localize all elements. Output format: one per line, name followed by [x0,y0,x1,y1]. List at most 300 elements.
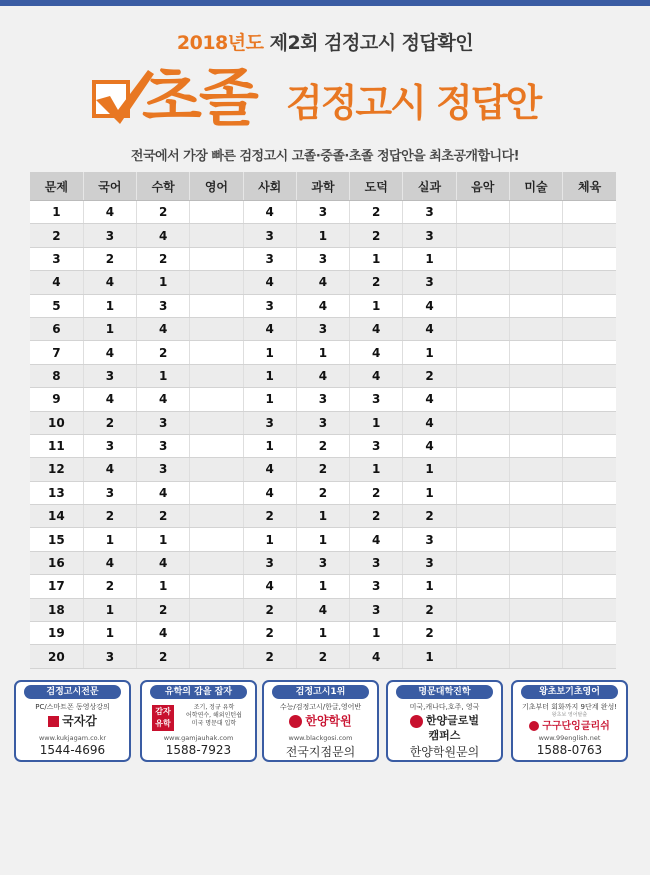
table-row [30,505,616,528]
answer-cell [563,364,616,387]
column-header: 체육 [563,172,616,201]
ad-logo-box-text: 감자 유학 [155,707,171,728]
ad-logo [388,712,501,728]
answer-cell: 2 [350,224,403,247]
answer-cell: 1 [403,458,456,481]
question-number-cell: 11 [30,434,83,457]
ad-logo-text: 한양학원 [305,714,352,728]
answer-cell [563,645,616,668]
ad-gamjauhak[interactable] [140,680,257,762]
question-number-cell: 6 [30,317,83,340]
answer-cell: 2 [403,598,456,621]
hanyang-global-logo-icon [410,715,423,728]
answer-cell [456,364,509,387]
ad-logo [513,717,626,732]
column-header: 과학 [296,172,349,201]
question-number-cell: 16 [30,551,83,574]
question-number-cell: 2 [30,224,83,247]
answer-cell: 1 [296,575,349,598]
answer-cell: 4 [83,551,136,574]
answer-cell: 2 [296,481,349,504]
answer-cell [190,388,243,411]
answer-cell: 4 [296,598,349,621]
ad-url[interactable]: www.gamjauhak.com [163,734,234,742]
answer-cell [563,247,616,270]
answer-cell: 3 [83,224,136,247]
answer-cell: 2 [243,622,296,645]
answer-cell: 1 [243,388,296,411]
ad-line: 조기, 정규 유학 [193,704,235,711]
hanyang-logo-icon [289,715,302,728]
answer-cell: 3 [137,411,190,434]
answer-cell: 4 [296,294,349,317]
answer-cell: 1 [243,528,296,551]
answer-cell [190,458,243,481]
answer-cell: 3 [296,201,349,224]
answer-cell: 2 [83,505,136,528]
answer-cell: 1 [243,341,296,364]
answer-cell: 2 [137,598,190,621]
ad-title: 검정고시전문 [24,685,121,699]
answer-cell [563,575,616,598]
table-row [30,458,616,481]
ad-phone: 1588-0763 [536,743,603,757]
answer-cell: 3 [296,388,349,411]
answer-cell: 3 [296,411,349,434]
table-row [30,294,616,317]
answer-cell: 1 [83,294,136,317]
table-row [30,645,616,668]
answer-cell: 2 [350,481,403,504]
table-row [30,317,616,340]
ad-title: 명문대학진학 [396,685,493,699]
question-number-cell: 19 [30,622,83,645]
answer-cell [509,645,562,668]
answer-cell: 3 [403,271,456,294]
answer-cell: 3 [243,551,296,574]
answer-cell [456,247,509,270]
top-accent-bar [0,0,650,6]
answer-cell: 2 [83,575,136,598]
answer-cell: 1 [296,224,349,247]
answer-cell [456,458,509,481]
answer-cell: 3 [83,645,136,668]
answer-cell: 3 [243,411,296,434]
answer-cell: 4 [403,294,456,317]
question-number-cell: 17 [30,575,83,598]
ad-logo [16,712,129,729]
answer-cell: 2 [296,434,349,457]
answer-cell [190,294,243,317]
ad-title: 검정고시1위 [272,685,369,699]
answer-cell: 4 [243,575,296,598]
answer-cell [509,598,562,621]
answer-cell [456,317,509,340]
column-header: 국어 [83,172,136,201]
answer-cell [190,505,243,528]
question-number-cell: 9 [30,388,83,411]
answer-cell [190,622,243,645]
answer-cell [563,294,616,317]
ad-logo-text: 구구단잉글리쉬 [542,721,610,732]
answer-cell: 4 [296,364,349,387]
answer-cell: 3 [137,434,190,457]
ad-title: 유학의 감을 잡자 [150,685,247,699]
table-header-row [30,172,616,201]
answer-cell: 4 [243,458,296,481]
answer-cell [563,481,616,504]
answer-cell: 2 [296,458,349,481]
answer-cell: 1 [296,528,349,551]
answer-cell: 4 [137,224,190,247]
answer-cell [509,224,562,247]
answer-cell: 2 [243,505,296,528]
answer-cell: 3 [403,224,456,247]
table-row [30,201,616,224]
kukjagam-logo-icon [48,716,59,727]
ad-phone: 한양학원문의 [409,745,480,759]
answer-cell: 2 [243,645,296,668]
answer-cell [456,645,509,668]
table-row [30,434,616,457]
answer-cell [563,434,616,457]
answer-cell: 3 [350,575,403,598]
answer-cell: 1 [403,575,456,598]
answer-cell [509,341,562,364]
answer-cell [190,201,243,224]
answer-cell [563,271,616,294]
answer-cell [190,341,243,364]
answer-cell: 2 [137,505,190,528]
answer-cell [563,201,616,224]
ad-kukjagam[interactable] [14,680,131,762]
answer-cell: 3 [350,388,403,411]
answer-cell: 3 [137,458,190,481]
answer-cell: 4 [296,271,349,294]
answer-cell [456,528,509,551]
subtitle-rest: 제2회 검정고시 정답확인 [263,32,474,54]
answer-cell: 3 [350,598,403,621]
table-row [30,341,616,364]
answer-cell: 4 [243,317,296,340]
ad-line: 미국 명문대 입학 [191,720,237,727]
table-row [30,575,616,598]
question-number-cell: 1 [30,201,83,224]
answer-cell: 3 [83,364,136,387]
answer-cell: 1 [350,411,403,434]
answer-cell: 3 [296,317,349,340]
answer-cell: 2 [403,622,456,645]
answer-table [30,172,616,669]
answer-cell [509,388,562,411]
table-row [30,622,616,645]
answer-cell: 3 [243,294,296,317]
ad-phone: 1544-4696 [39,743,106,757]
table-row [30,528,616,551]
ad-url[interactable]: www.99english.net [538,734,601,742]
answer-cell [563,411,616,434]
answer-cell [563,388,616,411]
answer-cell [509,622,562,645]
ad-url[interactable]: www.kukjagam.co.kr [38,734,107,742]
answer-cell [509,551,562,574]
question-number-cell: 4 [30,271,83,294]
ad-logo [264,712,377,729]
answer-cell [509,201,562,224]
answer-cell: 2 [83,411,136,434]
answer-cell: 4 [83,341,136,364]
question-number-cell: 14 [30,505,83,528]
answer-cell: 3 [403,551,456,574]
column-header: 문제 [30,172,83,201]
ad-hanyang-global[interactable] [386,680,503,762]
answer-cell: 3 [403,201,456,224]
answer-cell: 1 [83,317,136,340]
answer-cell [190,575,243,598]
answer-cell: 4 [243,481,296,504]
answer-cell: 1 [137,575,190,598]
ad-logo-text: 한양글로벌 [425,714,480,727]
answer-cell: 1 [83,622,136,645]
answer-cell: 2 [403,364,456,387]
answer-cell [190,645,243,668]
answer-cell: 1 [243,434,296,457]
answer-cell [509,364,562,387]
answer-cell [563,317,616,340]
ad-url[interactable]: www.blackgosi.com [288,734,353,742]
question-number-cell: 5 [30,294,83,317]
answer-cell [456,622,509,645]
answer-cell [456,434,509,457]
answer-cell [563,224,616,247]
answer-cell: 4 [137,388,190,411]
answer-cell: 1 [350,247,403,270]
answer-cell: 4 [403,411,456,434]
answer-cell: 3 [83,434,136,457]
answer-cell [456,481,509,504]
question-number-cell: 15 [30,528,83,551]
answer-cell [509,294,562,317]
answer-cell [190,481,243,504]
answer-cell [190,528,243,551]
hero-title [0,60,650,135]
answer-cell: 4 [350,645,403,668]
gamja-logo-icon [152,705,174,731]
answer-cell [509,458,562,481]
question-number-cell: 13 [30,481,83,504]
answer-cell: 1 [403,645,456,668]
subtitle-year: 2018년도 [176,32,264,54]
answer-cell [456,598,509,621]
column-header: 음악 [456,172,509,201]
column-header: 사회 [243,172,296,201]
answer-cell [190,598,243,621]
ad-phone: 전국지점문의 [285,745,356,759]
answer-cell: 4 [137,317,190,340]
answer-cell [190,551,243,574]
answer-cell: 2 [350,201,403,224]
answer-cell [509,434,562,457]
answer-cell [456,271,509,294]
answer-cell: 4 [403,317,456,340]
answer-cell [190,224,243,247]
answer-cell: 3 [83,481,136,504]
question-number-cell: 10 [30,411,83,434]
question-number-cell: 20 [30,645,83,668]
answer-cell: 1 [137,364,190,387]
answer-cell: 1 [350,458,403,481]
answer-cell [456,201,509,224]
question-number-cell: 8 [30,364,83,387]
ad-banner-row [14,680,636,764]
answer-cell: 1 [296,341,349,364]
answer-cell: 4 [83,388,136,411]
answer-cell: 3 [243,224,296,247]
table-row [30,364,616,387]
answer-cell: 3 [137,294,190,317]
table-row [30,411,616,434]
answer-cell: 1 [296,505,349,528]
answer-cell: 1 [137,528,190,551]
column-header: 영어 [190,172,243,201]
ad-logo-second-line: 캠퍼스 [428,729,461,742]
column-header: 미술 [509,172,562,201]
answer-cell [563,341,616,364]
answer-cell: 1 [350,622,403,645]
table-row [30,388,616,411]
column-header: 수학 [137,172,190,201]
column-header: 도덕 [350,172,403,201]
question-number-cell: 18 [30,598,83,621]
answer-cell: 4 [83,271,136,294]
answer-cell: 4 [403,434,456,457]
answer-cell: 3 [243,247,296,270]
answer-cell: 3 [403,528,456,551]
ad-lines [176,704,252,728]
answer-cell [190,364,243,387]
99english-logo-icon [529,721,539,731]
table-row [30,271,616,294]
answer-cell: 4 [243,201,296,224]
answer-cell: 2 [243,598,296,621]
ad-logo-text: 국자감 [62,714,97,728]
answer-cell [563,598,616,621]
ad-desc: PC/스마트폰 동영상강의 [35,703,110,711]
answer-cell [509,317,562,340]
answer-cell: 1 [296,622,349,645]
table-row [30,247,616,270]
answer-cell [563,551,616,574]
ad-title: 왕초보기초영어 [521,685,618,699]
table-row [30,481,616,504]
answer-cell: 2 [350,271,403,294]
answer-cell: 1 [83,598,136,621]
answer-cell: 1 [83,528,136,551]
answer-cell: 3 [350,551,403,574]
ad-hanyang-academy[interactable] [262,680,379,762]
answer-cell: 1 [403,341,456,364]
answer-cell [509,575,562,598]
question-number-cell: 3 [30,247,83,270]
answer-cell: 4 [243,271,296,294]
answer-cell [509,271,562,294]
answer-cell [456,575,509,598]
answer-cell: 4 [137,481,190,504]
table-row [30,598,616,621]
answer-cell: 4 [403,388,456,411]
ad-desc: 미국,캐나다,호주, 영국 [409,703,480,711]
answer-cell: 4 [350,317,403,340]
answer-cell [456,294,509,317]
answer-cell [190,434,243,457]
answer-cell: 1 [350,294,403,317]
column-header: 실과 [403,172,456,201]
ad-phone: 1588-7923 [165,743,232,757]
answer-cell [190,271,243,294]
answer-cell: 1 [137,271,190,294]
tagline: 전국에서 가장 빠른 검정고시 고졸·중졸·초졸 정답안을 최초공개합니다! [130,149,520,164]
answer-cell: 3 [350,434,403,457]
answer-cell: 4 [137,551,190,574]
answer-table-body [30,201,616,669]
answer-cell: 2 [83,247,136,270]
answer-cell: 4 [350,364,403,387]
question-number-cell: 7 [30,341,83,364]
answer-cell [563,458,616,481]
answer-cell: 4 [83,201,136,224]
answer-cell: 4 [350,341,403,364]
ad-line: 어학연수, 해외인턴쉽 [186,712,242,719]
answer-cell [509,505,562,528]
answer-cell: 2 [403,505,456,528]
table-row [30,551,616,574]
answer-cell [563,622,616,645]
answer-cell: 4 [350,528,403,551]
answer-cell [456,224,509,247]
answer-cell [190,317,243,340]
answer-cell: 3 [296,247,349,270]
answer-cell: 2 [137,341,190,364]
answer-cell: 1 [243,364,296,387]
answer-cell [190,411,243,434]
ad-99english[interactable] [511,680,628,762]
answer-cell: 2 [350,505,403,528]
question-number-cell: 12 [30,458,83,481]
answer-cell: 2 [137,201,190,224]
answer-cell: 2 [137,645,190,668]
answer-cell: 2 [296,645,349,668]
ad-desc: 수능/검정고시/한글,영어반 [279,703,362,711]
hero-big-text: 초졸 [142,61,256,134]
table-row [30,224,616,247]
answer-cell: 3 [296,551,349,574]
answer-cell: 4 [137,622,190,645]
answer-cell [456,551,509,574]
hero-rest-text: 검정고시 정답안 [286,81,541,125]
answer-cell [563,505,616,528]
answer-cell [509,247,562,270]
answer-cell [190,247,243,270]
answer-cell: 2 [137,247,190,270]
answer-cell: 4 [83,458,136,481]
answer-cell [563,528,616,551]
answer-cell: 1 [403,481,456,504]
answer-cell [509,528,562,551]
answer-cell [456,411,509,434]
ad-logo-small: 왕초보 영어탈출 [551,712,588,718]
answer-cell [509,411,562,434]
answer-cell [456,341,509,364]
